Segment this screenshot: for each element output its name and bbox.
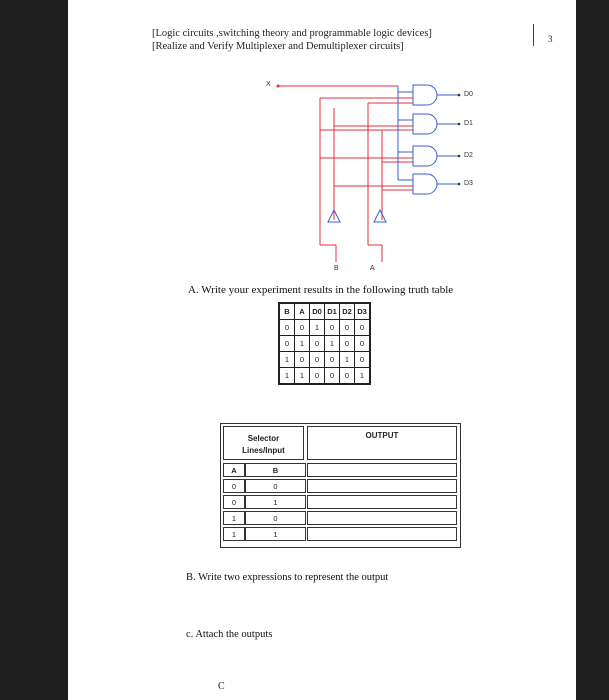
output-cell bbox=[307, 511, 457, 525]
cell: 0 bbox=[355, 336, 371, 352]
cell: 0 bbox=[340, 368, 355, 385]
page-number: 3 bbox=[548, 34, 553, 44]
cell-a: 1 bbox=[223, 527, 245, 541]
col-b-header: B bbox=[245, 463, 306, 477]
select-label-a: A bbox=[370, 265, 375, 272]
demux-circuit-diagram bbox=[68, 0, 576, 290]
output-label-d3: D3 bbox=[464, 180, 473, 187]
cell: 0 bbox=[310, 336, 325, 352]
table-row bbox=[279, 368, 370, 385]
cell: 1 bbox=[295, 336, 310, 352]
cell: 0 bbox=[279, 320, 295, 336]
output-label-d0: D0 bbox=[464, 91, 473, 98]
cell: 0 bbox=[279, 336, 295, 352]
cell-b: 1 bbox=[245, 527, 306, 541]
output-cell bbox=[307, 463, 457, 477]
cell: 1 bbox=[295, 368, 310, 385]
selector-title-line-2: Lines/Input bbox=[242, 446, 285, 455]
cell-b: 1 bbox=[245, 495, 306, 509]
cell: 0 bbox=[295, 320, 310, 336]
output-cell bbox=[307, 479, 457, 493]
cell: 1 bbox=[310, 320, 325, 336]
document-page bbox=[68, 0, 576, 700]
output-title: OUTPUT bbox=[307, 426, 457, 460]
trailing-text: C bbox=[218, 681, 225, 692]
cell: 1 bbox=[279, 368, 295, 385]
output-cell bbox=[307, 527, 457, 541]
cell: 1 bbox=[325, 336, 340, 352]
question-b: B. Write two expressions to represent the output bbox=[186, 572, 389, 583]
cell: 0 bbox=[340, 320, 355, 336]
cell: 1 bbox=[355, 368, 371, 385]
header-cell: D1 bbox=[325, 303, 340, 320]
header-cell: B bbox=[279, 303, 295, 320]
truth-table bbox=[278, 302, 371, 385]
col-a-header: A bbox=[223, 463, 245, 477]
selector-output-table bbox=[220, 423, 461, 548]
cell: 0 bbox=[310, 368, 325, 385]
cell: 0 bbox=[325, 320, 340, 336]
header-line-1: [Logic circuits ,switching theory and programmable logic devices] bbox=[152, 28, 432, 39]
input-label-x: X bbox=[266, 81, 271, 88]
cell-b: 0 bbox=[245, 479, 306, 493]
cell: 0 bbox=[310, 352, 325, 368]
cell: 0 bbox=[325, 352, 340, 368]
header-cell: A bbox=[295, 303, 310, 320]
cell-b: 0 bbox=[245, 511, 306, 525]
cell: 0 bbox=[355, 320, 371, 336]
header-line-2: [Realize and Verify Multiplexer and Demultiplexer circuits] bbox=[152, 41, 404, 52]
cell: 0 bbox=[325, 368, 340, 385]
output-label-d1: D1 bbox=[464, 120, 473, 127]
cell-a: 0 bbox=[223, 495, 245, 509]
selector-title-line-1: Selector bbox=[247, 434, 280, 443]
cell: 0 bbox=[340, 336, 355, 352]
table-row bbox=[279, 320, 370, 336]
question-c: c. Attach the outputs bbox=[186, 629, 273, 640]
table-row bbox=[279, 336, 370, 352]
output-cell bbox=[307, 495, 457, 509]
cell: 1 bbox=[340, 352, 355, 368]
question-a: A. Write your experiment results in the following truth table bbox=[188, 284, 454, 296]
truth-table-header bbox=[279, 303, 370, 320]
header-cell: D3 bbox=[355, 303, 371, 320]
cell: 0 bbox=[295, 352, 310, 368]
header-cell: D2 bbox=[340, 303, 355, 320]
select-label-b: B bbox=[334, 265, 339, 272]
cell: 0 bbox=[355, 352, 371, 368]
header-cell: D0 bbox=[310, 303, 325, 320]
cell-a: 1 bbox=[223, 511, 245, 525]
cell: 1 bbox=[279, 352, 295, 368]
output-label-d2: D2 bbox=[464, 152, 473, 159]
selector-title bbox=[223, 426, 304, 460]
table-row bbox=[279, 352, 370, 368]
cell-a: 0 bbox=[223, 479, 245, 493]
